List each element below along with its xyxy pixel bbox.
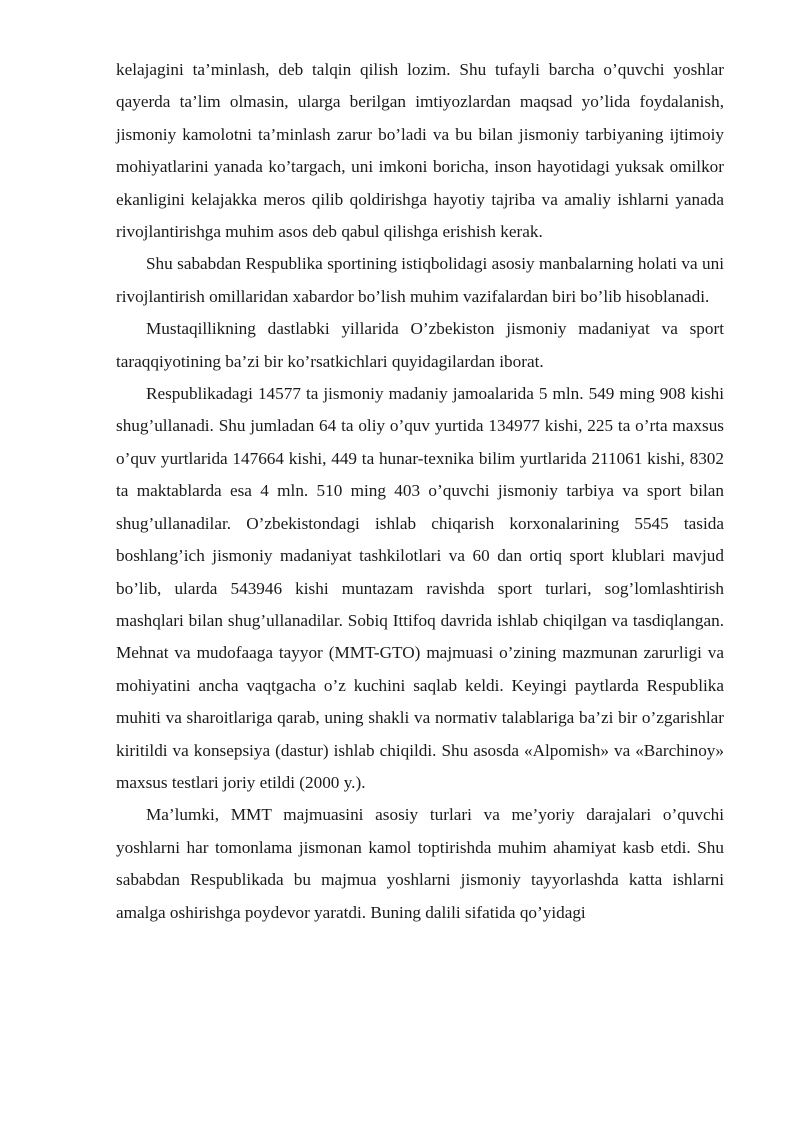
paragraph-independence-indicators: Mustaqillikning dastlabki yillarida O’zbekiston jismoniy madaniyat va sport taraqqiyotining ba’zi bir ko’rsatkichlari quyidagilardan iborat. bbox=[116, 319, 724, 371]
paragraph-continuation: kelajagini ta’minlash, deb talqin qilish lozim. Shu tufayli barcha o’quvchi yoshlar qayerda ta’lim olmasin, ularga berilgan imtiyozlardan maqsad yo’lida foydalanish, jismoniy kamolotni ta’minlash zarur bo’ladi va bu bilan jismoniy tarbiyaning ijtimoiy mohiyatlarini yanada ko’targach, uni imkoni boricha, inson hayotidagi yuksak omilkor ekanligini kelajakka meros qilib qoldirishga hayotiy tajriba va amaliy ishlarni yanada rivojlantirishga muhim asos deb qabul qilishga erishish kerak. bbox=[116, 60, 724, 242]
paragraph-mmt-complex: Ma’lumki, MMT majmuasini asosiy turlari va me’yoriy darajalari o’quvchi yoshlarni har tomonlama jismonan kamol toptirishda muhim ahamiyat kasb etdi. Shu sababdan Respublikada bu majmua yoshlarni jismoniy tayyorlashda katta ishlarni amalga oshirishga poydevor yaratdi. Buning dalili sifatida qo’yidagi bbox=[116, 805, 724, 922]
paragraph-sport-prospects: Shu sababdan Respublika sportining istiqbolidagi asosiy manbalarning holati va uni rivojlantirish omillaridan xabardor bo’lish muhim vazifalardan biri bo’lib hisoblanadi. bbox=[116, 254, 724, 306]
paragraph-statistics: Respublikadagi 14577 ta jismoniy madaniy jamoalarida 5 mln. 549 ming 908 kishi shug’ullanadi. Shu jumladan 64 ta oliy o’quv yurtida 134977 kishi, 225 ta o’rta maxsus o’quv yurtlarida 147664 kishi, 449 ta hunar-texnika bilim yurtlarida 211061 kishi, 8302 ta maktablarda esa 4 mln. 510 ming 403 o’quvchi jismoniy tarbiya va sport bilan shug’ullanadilar. O’zbekistondagi ishlab chiqarish korxonalarining 5545 tasida boshlang’ich jismoniy madaniyat tashkilotlari va 60 dan ortiq sport klublari mavjud bo’lib, ularda 543946 kishi muntazam ravishda sport turlari, sog’lomlashtirish mashqlari bilan shug’ullanadilar. Sobiq Ittifoq davrida ishlab chiqilgan va tasdiqlangan. Mehnat va mudofaaga tayyor (MMT-GTO) majmuasi o’zining mazmunan zarurligi va mohiyatini ancha vaqtgacha o’z kuchini saqlab keldi. Keyingi paytlarda Respublika muhiti va sharoitlariga qarab, uning shakli va normativ talablariga ba’zi bir o’zgarishlar kiritildi va konsepsiya (dastur) ishlab chiqildi. Shu asosda «Alpomish» va «Barchinoy» maxsus testlari joriy etildi (2000 y.). bbox=[116, 384, 724, 792]
document-body bbox=[116, 54, 724, 929]
